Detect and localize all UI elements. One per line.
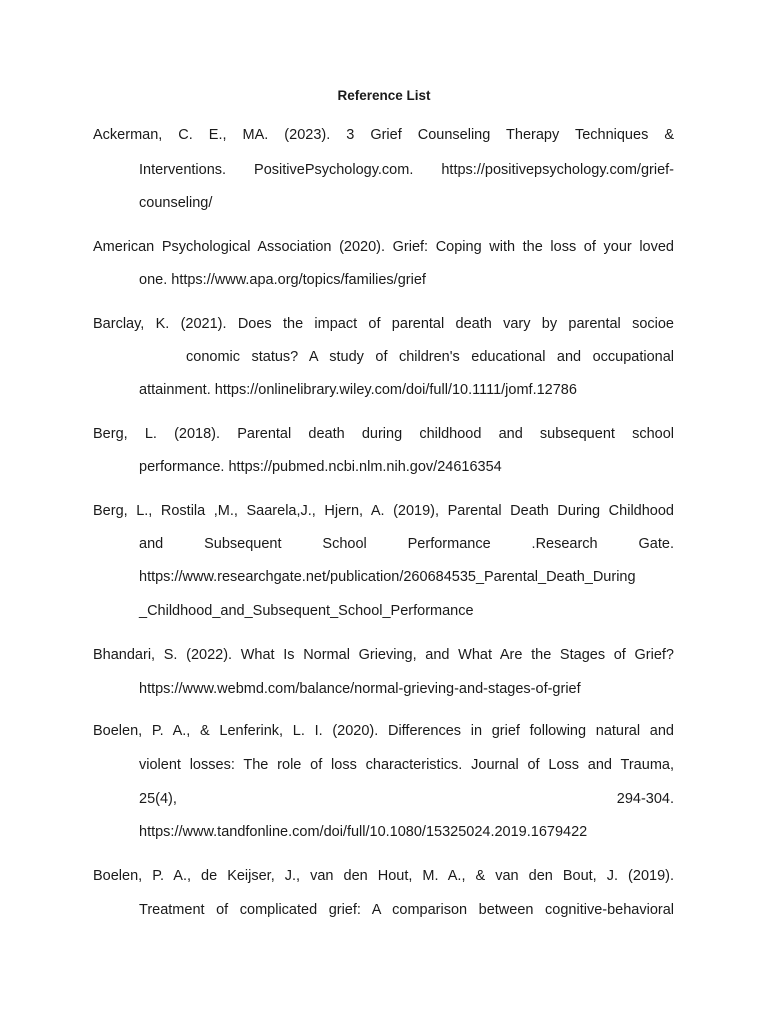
reference-line: Bhandari, S. (2022). What Is Normal Grieving, and What Are the Stages of Grief? <box>93 647 674 663</box>
reference-line: one. https://www.apa.org/topics/families/grief <box>139 272 426 288</box>
reference-line: performance. https://pubmed.ncbi.nlm.nih.gov/24616354 <box>139 459 502 475</box>
reference-line: Boelen, P. A., de Keijser, J., van den Hout, M. A., & van den Bout, J. (2019). <box>93 868 674 884</box>
reference-line: Ackerman, C. E., MA. (2023). 3 Grief Counseling Therapy Techniques & <box>93 127 674 143</box>
reference-line: _Childhood_and_Subsequent_School_Performance <box>139 603 474 619</box>
reference-line: Berg, L., Rostila ,M., Saarela,J., Hjern, A. (2019), Parental Death During Childhood <box>93 503 674 519</box>
reference-line: https://www.researchgate.net/publication/260684535_Parental_Death_During <box>139 569 636 585</box>
reference-line: violent losses: The role of loss characteristics. Journal of Loss and Trauma, <box>139 757 674 773</box>
reference-line: Treatment of complicated grief: A comparison between cognitive-behavioral <box>139 902 674 918</box>
reference-line: and Subsequent School Performance .Research Gate. <box>139 536 674 552</box>
reference-line: https://www.webmd.com/balance/normal-grieving-and-stages-of-grief <box>139 681 581 697</box>
reference-line: conomic status? A study of children's educational and occupational <box>186 349 674 365</box>
reference-line: attainment. https://onlinelibrary.wiley.com/doi/full/10.1111/jomf.12786 <box>139 382 577 398</box>
page-title: Reference List <box>337 88 431 103</box>
reference-line: Barclay, K. (2021). Does the impact of parental death vary by parental socioe <box>93 316 674 332</box>
reference-line: counseling/ <box>139 195 213 211</box>
reference-line: 25(4), 294-304. <box>139 791 674 807</box>
reference-line: Interventions. PositivePsychology.com. https://positivepsychology.com/grief- <box>139 162 674 178</box>
reference-line: Boelen, P. A., & Lenferink, L. I. (2020). Differences in grief following natural and <box>93 723 674 739</box>
reference-line: American Psychological Association (2020). Grief: Coping with the loss of your loved <box>93 239 674 255</box>
reference-line: Berg, L. (2018). Parental death during childhood and subsequent school <box>93 426 674 442</box>
reference-line: https://www.tandfonline.com/doi/full/10.1080/15325024.2019.1679422 <box>139 824 588 840</box>
